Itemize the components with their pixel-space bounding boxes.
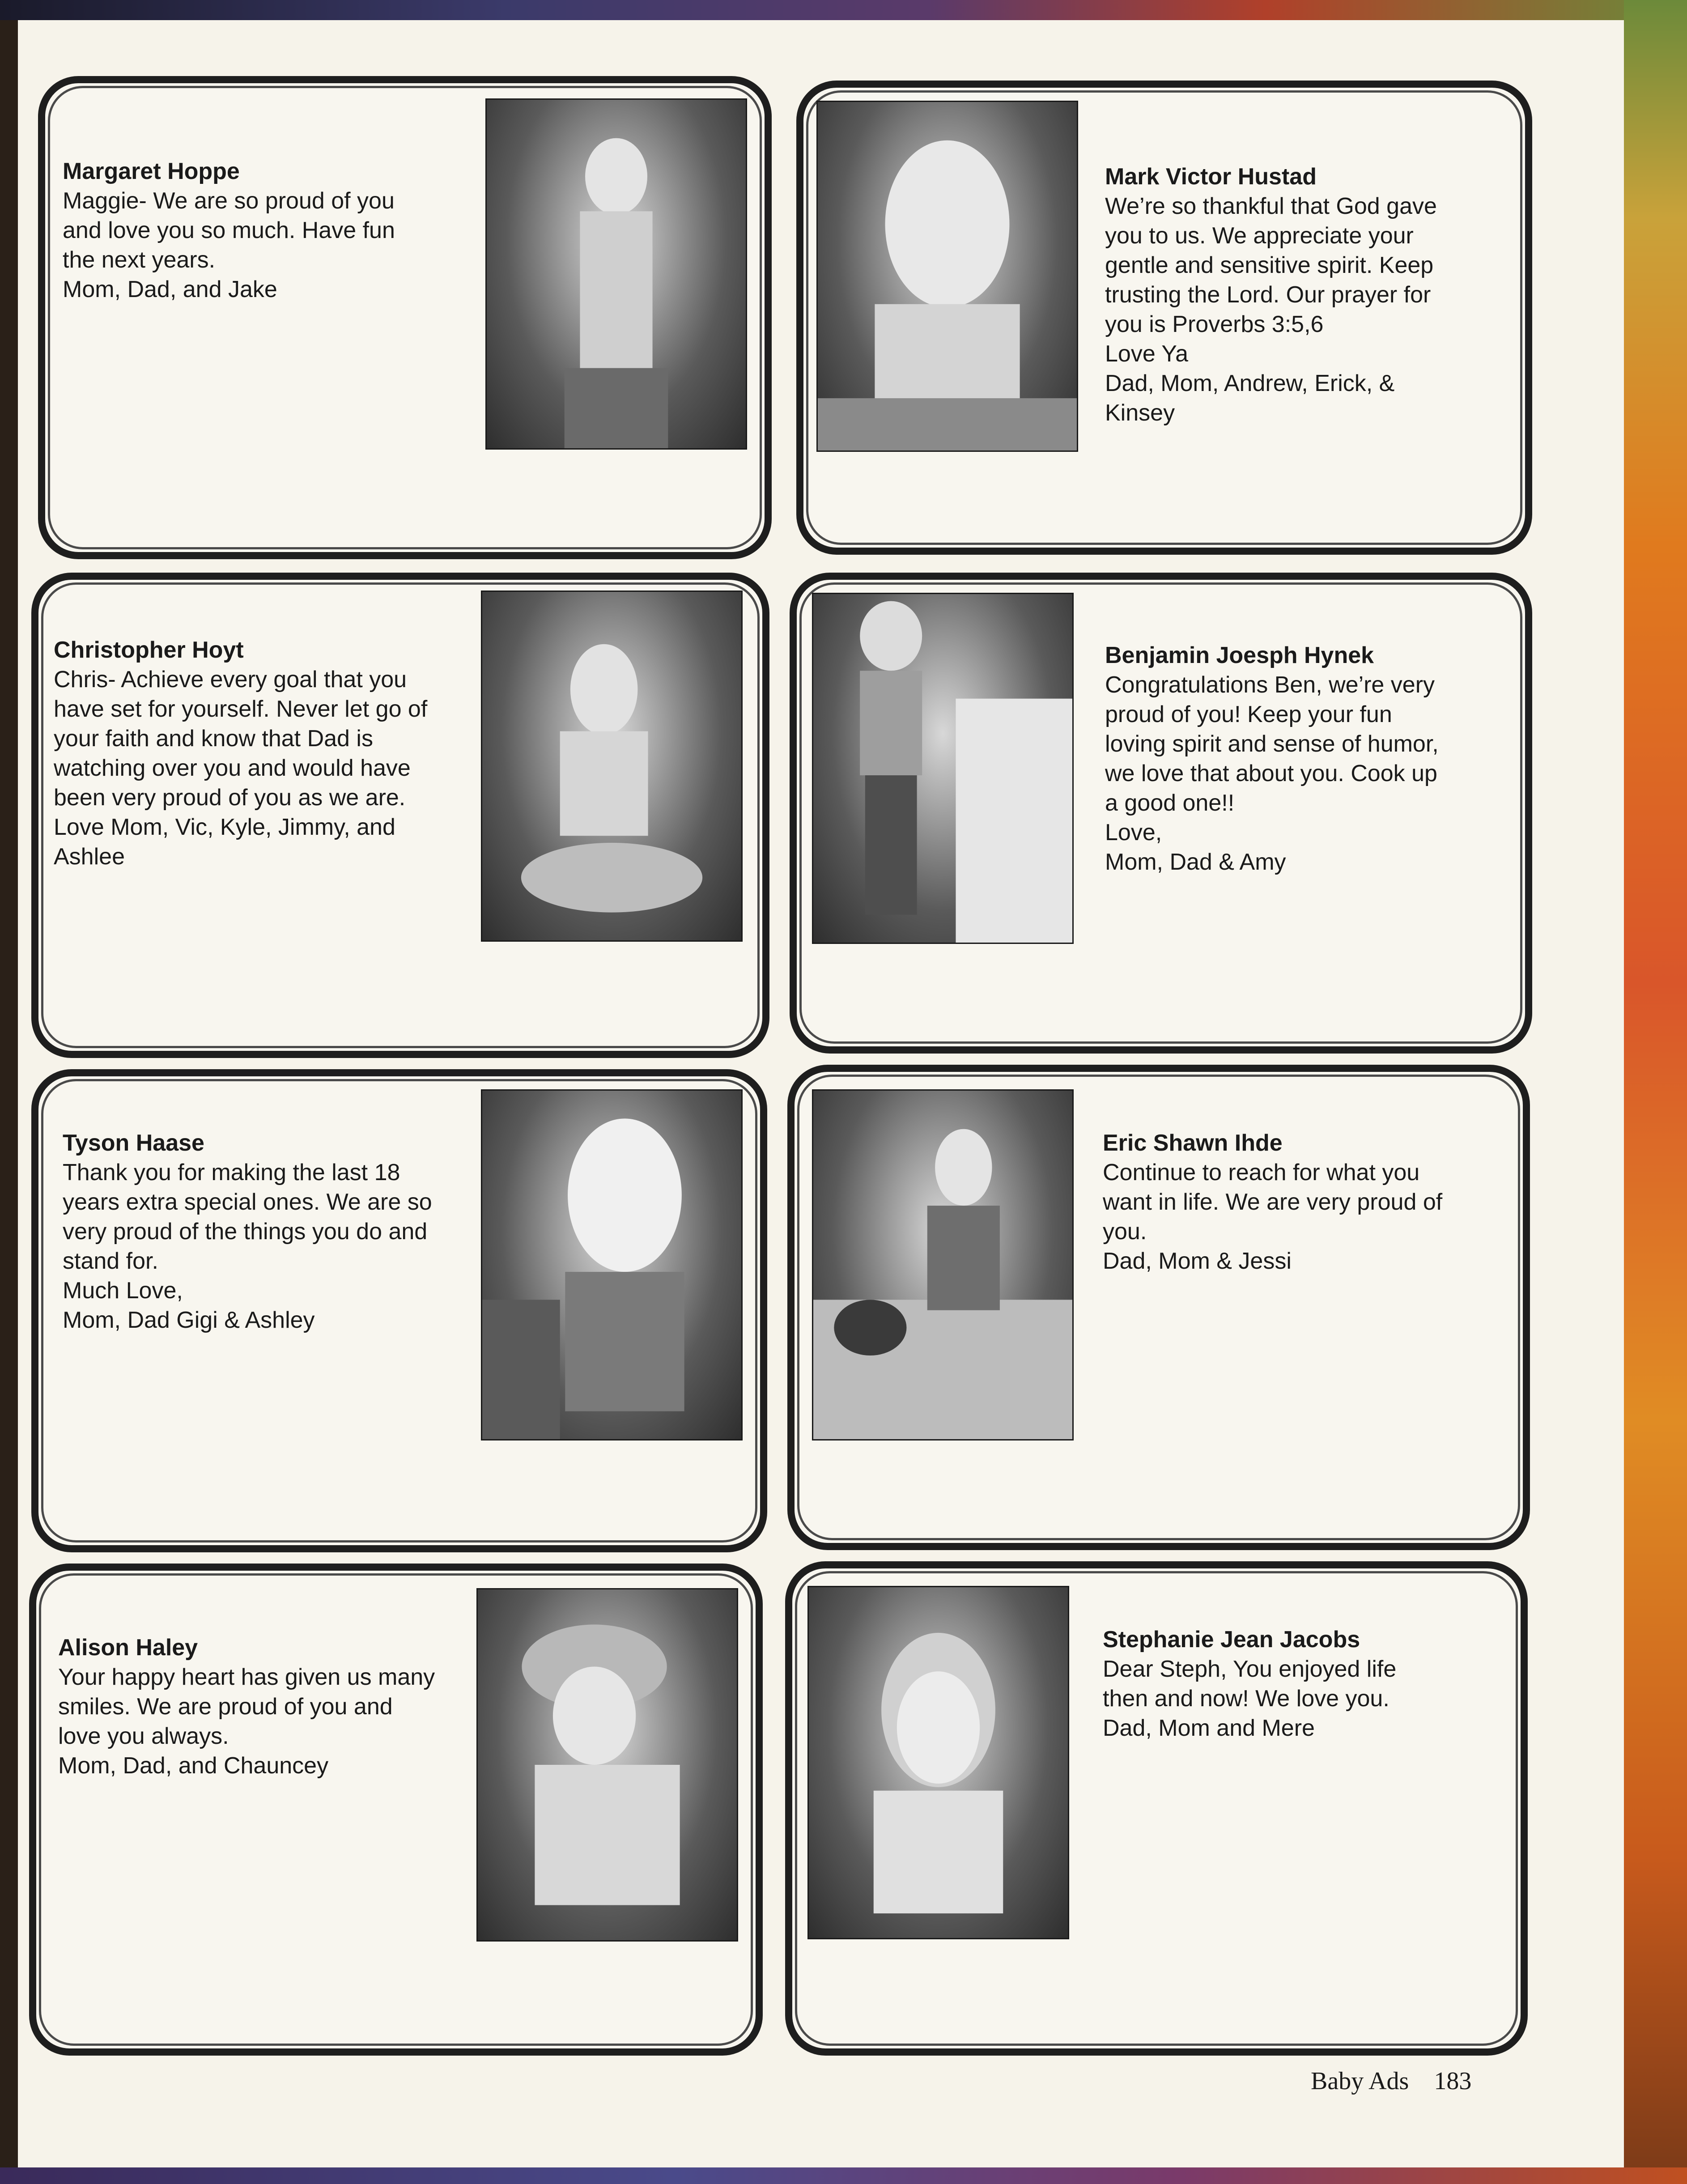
sitting-toddler-photo: [481, 591, 743, 942]
ad-text: Benjamin Joesph Hynek Congratulations Ben, we’re very proud of you! Keep your fun loving spirit and sense of humor, we love that about you. Cook up a good one!! Love, Mom, Dad & Amy: [1105, 641, 1508, 877]
blond-toddler-photo: [481, 1089, 743, 1440]
section-title: Baby Ads: [1311, 2067, 1409, 2095]
ad-text: Alison Haley Your happy heart has given us many smiles. We are proud of you and love you always. Mom, Dad, and Chauncey: [58, 1633, 474, 1780]
page-edge-top: [0, 0, 1687, 20]
smiling-baby-photo: [816, 101, 1078, 452]
ad-name: Stephanie Jean Jacobs: [1103, 1627, 1360, 1653]
ad-text: Margaret Hoppe Maggie- We are so proud of you and love you so much. Have fun the next years. Mom, Dad, and Jake: [63, 157, 465, 304]
ad-name: Benjamin Joesph Hynek: [1105, 642, 1374, 668]
ad-text: Tyson Haase Thank you for making the last 18 years extra special ones. We are so very proud of the things you do and stand for. Much Love, Mom, Dad Gigi & Ashley: [63, 1128, 483, 1335]
ad-name: Eric Shawn Ihde: [1103, 1130, 1283, 1156]
page-edge-right: [1624, 0, 1687, 2184]
page-number: 183: [1434, 2067, 1472, 2095]
toddler-in-kitchen-photo: [812, 593, 1074, 944]
ad-text: Eric Shawn Ihde Continue to reach for what you want in life. We are very proud of you. Dad, Mom & Jessi: [1103, 1128, 1505, 1276]
toddler-on-floor-photo: [812, 1089, 1074, 1440]
ad-name: Mark Victor Hustad: [1105, 164, 1317, 190]
ad-name: Alison Haley: [58, 1635, 198, 1661]
page-edge-bottom: [0, 2167, 1687, 2184]
ad-text: Stephanie Jean Jacobs Dear Steph, You enjoyed life then and now! We love you. Dad, Mom and Mere: [1103, 1625, 1505, 1743]
ad-name: Margaret Hoppe: [63, 158, 240, 184]
ad-name: Tyson Haase: [63, 1130, 204, 1156]
messy-toddler-photo: [807, 1586, 1069, 1939]
toddler-with-doll-photo: [485, 98, 747, 450]
page-footer: [1311, 2067, 1496, 2095]
baby-in-hat-photo: [476, 1588, 738, 1942]
ad-text: Christopher Hoyt Chris- Achieve every goal that you have set for yourself. Never let go of your faith and know that Dad is watching over you and would have been very proud of you as we are. Love Mom, Vic, Kyle, Jimmy, and Ashlee: [54, 635, 483, 871]
ad-name: Christopher Hoyt: [54, 637, 244, 663]
ad-text: Mark Victor Hustad We’re so thankful that God gave you to us. We appreciate your gentle and sensitive spirit. Keep trusting the Lord. Our prayer for you is Proverbs 3:5,6 Love Ya Dad, Mom, Andrew, Erick, & Kinsey: [1105, 162, 1499, 428]
